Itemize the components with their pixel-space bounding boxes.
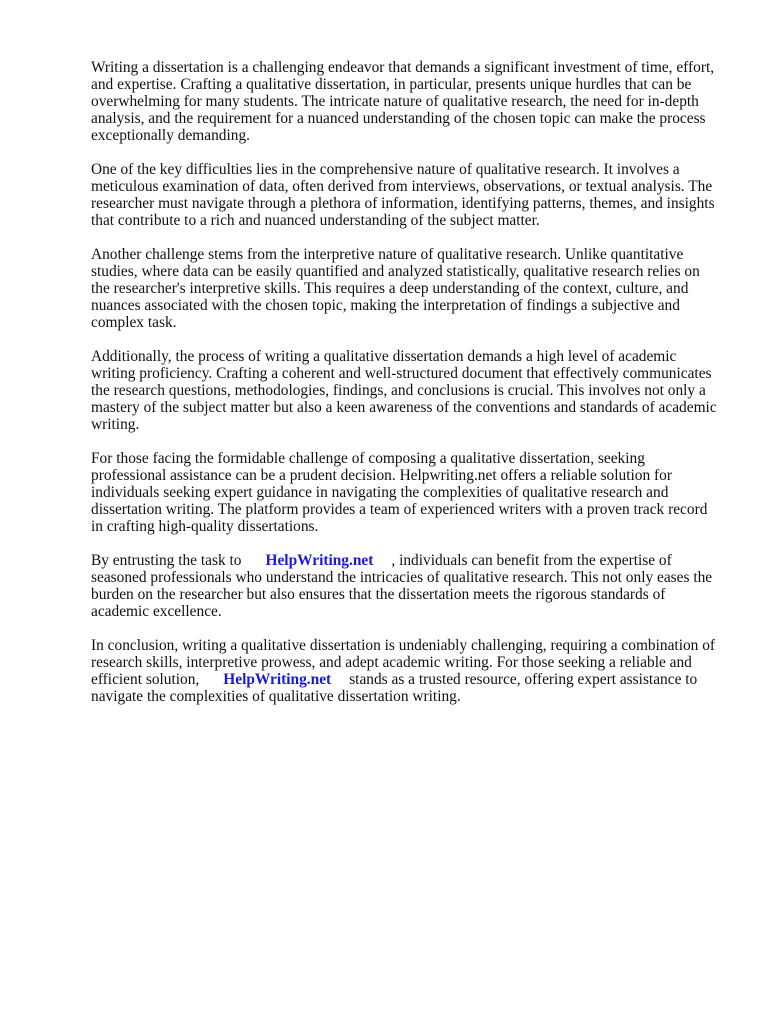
paragraph-comprehensive: One of the key difficulties lies in the comprehensive nature of qualitative research. It involves a meticulous examination of data, often derived from interviews, observations, or textual analysis. The researcher must navigate through a plethora of information, identifying patterns, themes, and insights that contribute to a rich and nuanced understanding of the subject matter. bbox=[91, 161, 715, 229]
conclusion-text-before: In conclusion, writing a qualitative dissertation is undeniably challenging, requiring a combination of research skills, interpretive prowess, and adept academic writing. For those seeking a reliable and efficient solution, bbox=[91, 637, 716, 688]
helpwriting-link-conclusion[interactable]: HelpWriting.net bbox=[223, 671, 332, 688]
paragraph-academic-writing: Additionally, the process of writing a qualitative dissertation demands a high level of academic writing proficiency. Crafting a coherent and well-structured document that effectively communicates the research questions, methodologies, findings, and conclusions is crucial. This involves not only a mastery of the subject matter but also a keen awareness of the conventions and standards of academic writing. bbox=[91, 348, 717, 433]
entrusting-text-before: By entrusting the task to bbox=[91, 552, 242, 569]
paragraph-entrusting bbox=[91, 552, 721, 620]
entrusting-text-after: , individuals can benefit from the expertise of seasoned professionals who understand the intricacies of qualitative research. This not only eases the burden on the researcher but also ensures that the dissertation meets the rigorous standards of academic excellence. bbox=[91, 552, 713, 620]
paragraph-interpretive: Another challenge stems from the interpretive nature of qualitative research. Unlike quantitative studies, where data can be easily quantified and analyzed statistically, qualitative research relies on the researcher's interpretive skills. This requires a deep understanding of the context, culture, and nuances associated with the chosen topic, making the interpretation of findings a subjective and complex task. bbox=[91, 246, 700, 331]
paragraph-professional-help: For those facing the formidable challenge of composing a qualitative dissertation, seeking professional assistance can be a prudent decision. Helpwriting.net offers a reliable solution for individuals seeking expert guidance in navigating the complexities of qualitative research and dissertation writing. The platform provides a team of experienced writers with a proven track record in crafting high-quality dissertations. bbox=[91, 450, 708, 535]
helpwriting-link[interactable]: HelpWriting.net bbox=[265, 552, 374, 569]
paragraph-intro: Writing a dissertation is a challenging endeavor that demands a significant investment of time, effort, and expertise. Crafting a qualitative dissertation, in particular, presents unique hurdles that can be overwhelming for many students. The intricate nature of qualitative research, the need for in-depth analysis, and the requirement for a nuanced understanding of the chosen topic can make the process exceptionally demanding. bbox=[91, 59, 715, 144]
paragraph-conclusion bbox=[91, 637, 721, 705]
document-page bbox=[91, 59, 721, 722]
conclusion-text-after: stands as a trusted resource, offering expert assistance to navigate the complexities of qualitative dissertation writing. bbox=[91, 671, 698, 705]
